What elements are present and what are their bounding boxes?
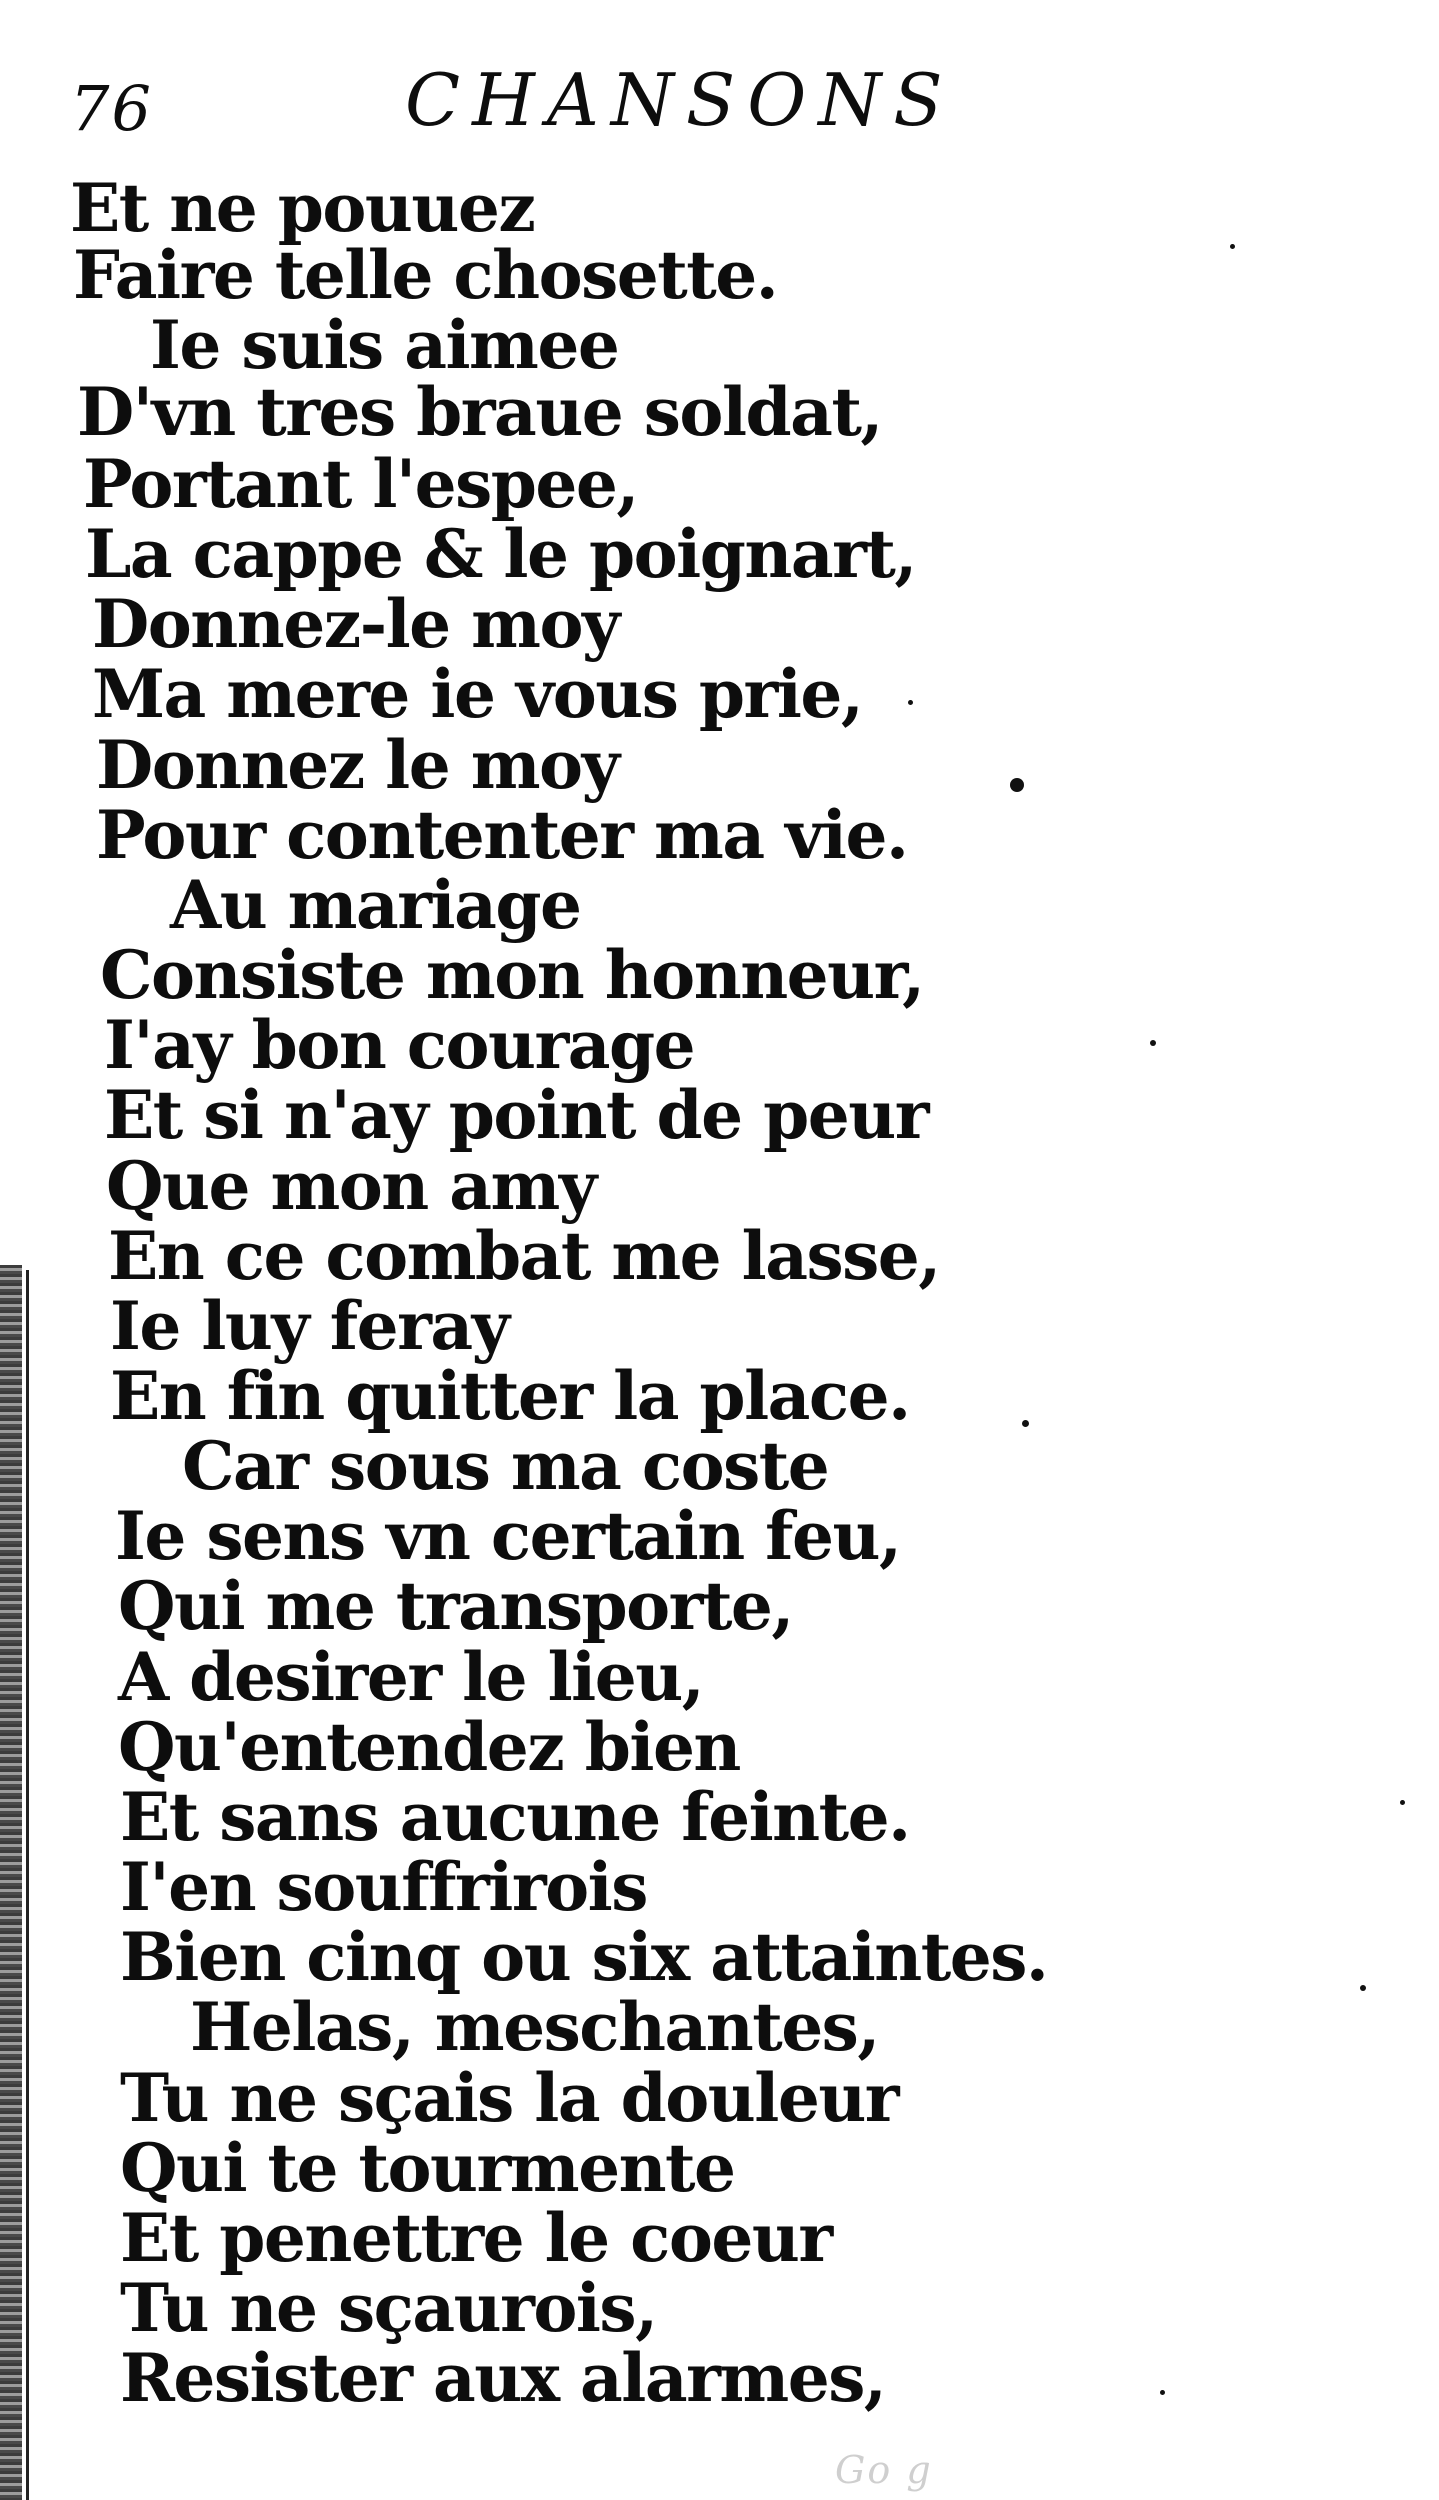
watermark: Go g xyxy=(835,2448,933,2492)
ink-speck xyxy=(908,700,913,705)
ink-speck xyxy=(1160,2390,1165,2395)
verse-line: Qui me transporte, xyxy=(118,1567,793,1646)
verse-line: Bien cinq ou six attaintes. xyxy=(120,1918,1048,1997)
verse-line: Qui te tourmente xyxy=(120,2128,735,2207)
ink-speck xyxy=(1230,244,1235,249)
verse-line: D'vn tres braue soldat, xyxy=(77,373,882,452)
verse-line: Resister aux alarmes, xyxy=(120,2339,886,2418)
verse-line: Ie suis aimee xyxy=(150,306,619,385)
verse-line: Faire telle chosette. xyxy=(73,236,778,315)
page-edge-shadow xyxy=(0,1265,22,2500)
verse-line: En ce combat me lasse, xyxy=(108,1216,940,1295)
verse-line: Ie luy feray xyxy=(110,1286,509,1365)
verse-line: Tu ne sçais la douleur xyxy=(120,2058,899,2137)
verse-line: En fin quitter la place. xyxy=(110,1357,910,1435)
verse-line: Tu ne sçaurois, xyxy=(120,2269,657,2347)
verse-line: Et sans aucune feinte. xyxy=(120,1777,910,1856)
verse-line: Donnez-le moy xyxy=(92,585,619,664)
ink-speck xyxy=(1150,1040,1156,1046)
verse-line: La cappe & le poignart, xyxy=(85,515,916,594)
verse-line: Et si n'ay point de peur xyxy=(104,1076,928,1155)
verse-line: Consiste mon honneur, xyxy=(100,936,924,1015)
running-head: CHANSONS xyxy=(405,58,955,142)
verse-line: I'ay bon courage xyxy=(104,1006,695,1085)
verse-line: Qu'entendez bien xyxy=(118,1707,740,1786)
page-number: 76 xyxy=(70,72,153,145)
verse-line: Donnez le moy xyxy=(96,725,619,804)
verse-line: I'en souffrirois xyxy=(120,1848,647,1927)
ink-speck xyxy=(1022,1420,1029,1427)
verse-line: Helas, meschantes, xyxy=(190,1988,879,2067)
verse-line: A desirer le lieu, xyxy=(118,1637,704,1716)
verse-line: Et penettre le coeur xyxy=(120,2198,832,2277)
verse-line: Portant l'espee, xyxy=(83,445,638,524)
page-edge-line xyxy=(26,1270,29,2500)
verse-line: Car sous ma coste xyxy=(182,1427,829,1506)
ink-speck xyxy=(1400,1800,1405,1805)
verse-line: Que mon amy xyxy=(106,1146,596,1225)
verse-line: Ie sens vn certain feu, xyxy=(115,1497,901,1576)
ink-speck xyxy=(1010,778,1024,792)
verse-line: Ma mere ie vous prie, xyxy=(92,655,863,734)
ink-speck xyxy=(1360,1985,1366,1991)
verse-line: Pour contenter ma vie. xyxy=(96,795,908,874)
verse-line: Et ne pouuez xyxy=(70,169,535,248)
verse-line: Au mariage xyxy=(170,865,581,944)
